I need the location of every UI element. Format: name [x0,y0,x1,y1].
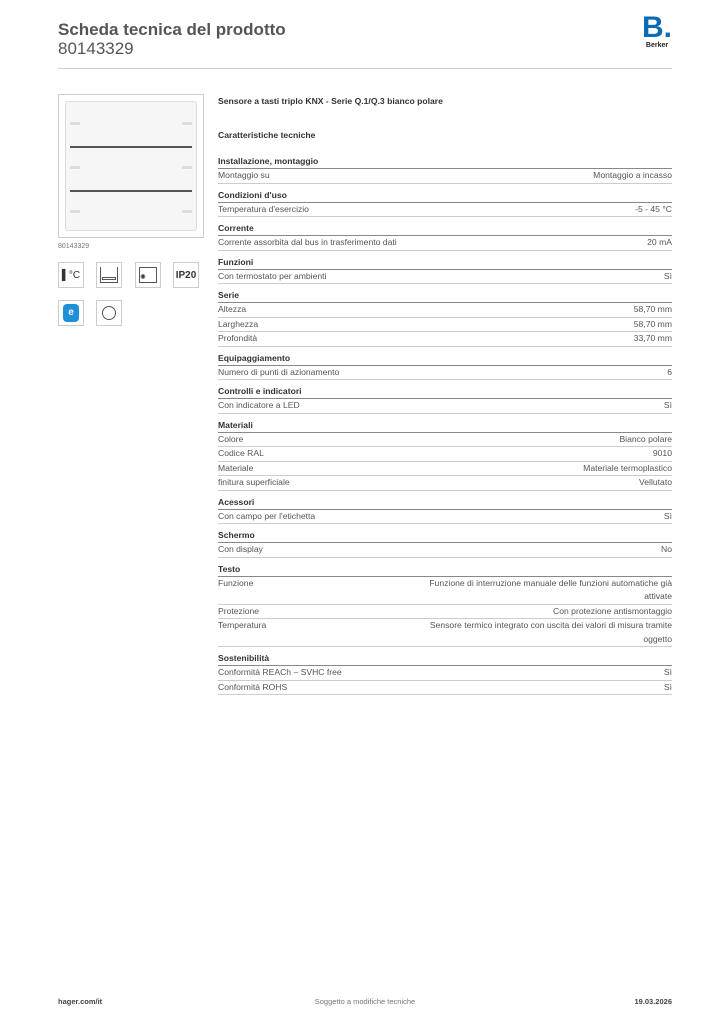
image-code: 80143329 [58,243,90,250]
spec-section [218,352,672,381]
spec-value: 58,70 mm [633,304,672,314]
spec-label: Con indicatore a LED [218,400,300,410]
section-heading: Condizioni d'uso [218,189,672,203]
header-divider [58,68,672,69]
spec-section [218,496,672,525]
spec-row [218,203,672,218]
spec-value: Sì [663,270,672,281]
section-heading: Corrente [218,222,672,236]
spec-row [218,303,672,318]
spec-label: Codice RAL [218,448,264,458]
led-indicator-icon: ✺ [135,262,161,288]
section-heading: Schermo [218,529,672,543]
spec-label: Con display [218,544,263,554]
spec-value: Vellutato [639,477,672,487]
section-heading: Installazione, montaggio [218,155,672,169]
spec-label: Temperatura d'esercizio [218,203,309,214]
spec-row [218,318,672,333]
spec-value: Materiale termoplastico [583,462,672,473]
spec-row [218,236,672,251]
spec-section [218,189,672,218]
spec-row [218,605,672,620]
section-heading: Materiali [218,419,672,433]
section-heading: Testo [218,563,672,577]
spec-value: 33,70 mm [633,333,672,343]
spec-value: 9010 [652,448,672,458]
spec-value: Funzione di interruzione manuale delle funzioni automatiche già attivate [429,577,672,601]
spec-row [218,447,672,462]
features-title: Caratteristiche tecniche [218,130,316,140]
spec-section [218,419,672,491]
spec-section [218,652,672,695]
spec-row [218,666,672,681]
spec-row [218,433,672,448]
spec-row [218,510,672,525]
spec-row [218,399,672,414]
thermometer-icon: ▌°C [58,262,84,288]
product-code: 80143329 [58,39,134,58]
spec-value: Sensore termico integrato con uscita dei valori di misura tramite oggetto [429,620,672,644]
spec-row [218,577,672,605]
spec-label: Corrente assorbita dal bus in trasferimento dati [218,237,397,247]
spec-value: Sì [663,400,672,410]
spec-section [218,256,672,285]
brand-name: Berker [645,42,669,49]
label-field-icon [96,262,122,288]
page-title: Scheda tecnica del prodotto [58,20,286,39]
product-image [58,94,204,238]
berker-logo: B. Berker [641,11,672,49]
spec-section [218,529,672,558]
spec-label: Conformità REACh – SVHC free [218,667,342,677]
spec-row [218,270,672,285]
spec-label: Montaggio su [218,170,270,180]
spec-value: 58,70 mm [633,318,672,329]
spec-label: Materiale [218,462,254,473]
spec-value: No [661,544,672,554]
spec-label: Con campo per l'etichetta [218,510,316,521]
spec-label: Conformità ROHS [218,681,288,692]
footer-note: Soggetto a modifiche tecniche [314,997,416,1006]
spec-label: finitura superficiale [218,477,290,487]
spec-label: Temperatura [218,620,267,630]
section-heading: Controlli e indicatori [218,385,672,399]
spec-row [218,332,672,347]
spec-row [218,476,672,491]
ip20-icon: IP20 [173,262,199,288]
spec-label: Funzione [218,577,254,588]
spec-value: Bianco polare [619,433,672,444]
spec-row [218,681,672,696]
section-heading: Serie [218,289,672,303]
connection-icon [96,300,122,326]
section-heading: Equipaggiamento [218,352,672,366]
spec-value: 20 mA [647,237,672,247]
spec-row [218,619,672,647]
product-title: Sensore a tasti triplo KNX - Serie Q.1/Q.3 bianco polare [218,96,443,106]
spec-section [218,155,672,184]
spec-value: Montaggio a incasso [593,170,672,180]
spec-row [218,543,672,558]
spec-label: Protezione [218,605,260,616]
technical-specs [218,96,672,695]
spec-value: Sì [663,510,672,521]
spec-row [218,462,672,477]
spec-value: -5 - 45 °C [635,203,672,214]
footer-website[interactable]: hager.com/it [58,997,103,1006]
footer-date: 19.03.2026 [634,997,672,1006]
spec-section [218,222,672,251]
spec-label: Colore [218,433,244,444]
spec-row [218,169,672,184]
spec-label: Altezza [218,304,247,314]
e-icon: e [58,300,84,326]
spec-section [218,289,672,347]
spec-label: Numero di punti di azionamento [218,366,340,377]
spec-value: Sì [663,667,672,677]
spec-section [218,385,672,414]
spec-value: Sì [663,681,672,692]
spec-value: Con protezione antismontaggio [553,605,672,616]
spec-label: Profondità [218,333,258,343]
section-heading: Sostenibilità [218,652,672,666]
section-heading: Acessori [218,496,672,510]
spec-label: Larghezza [218,318,259,329]
spec-value: 6 [667,366,672,377]
spec-row [218,366,672,381]
spec-section [218,563,672,648]
spec-label: Con termostato per ambienti [218,270,327,281]
section-heading: Funzioni [218,256,672,270]
